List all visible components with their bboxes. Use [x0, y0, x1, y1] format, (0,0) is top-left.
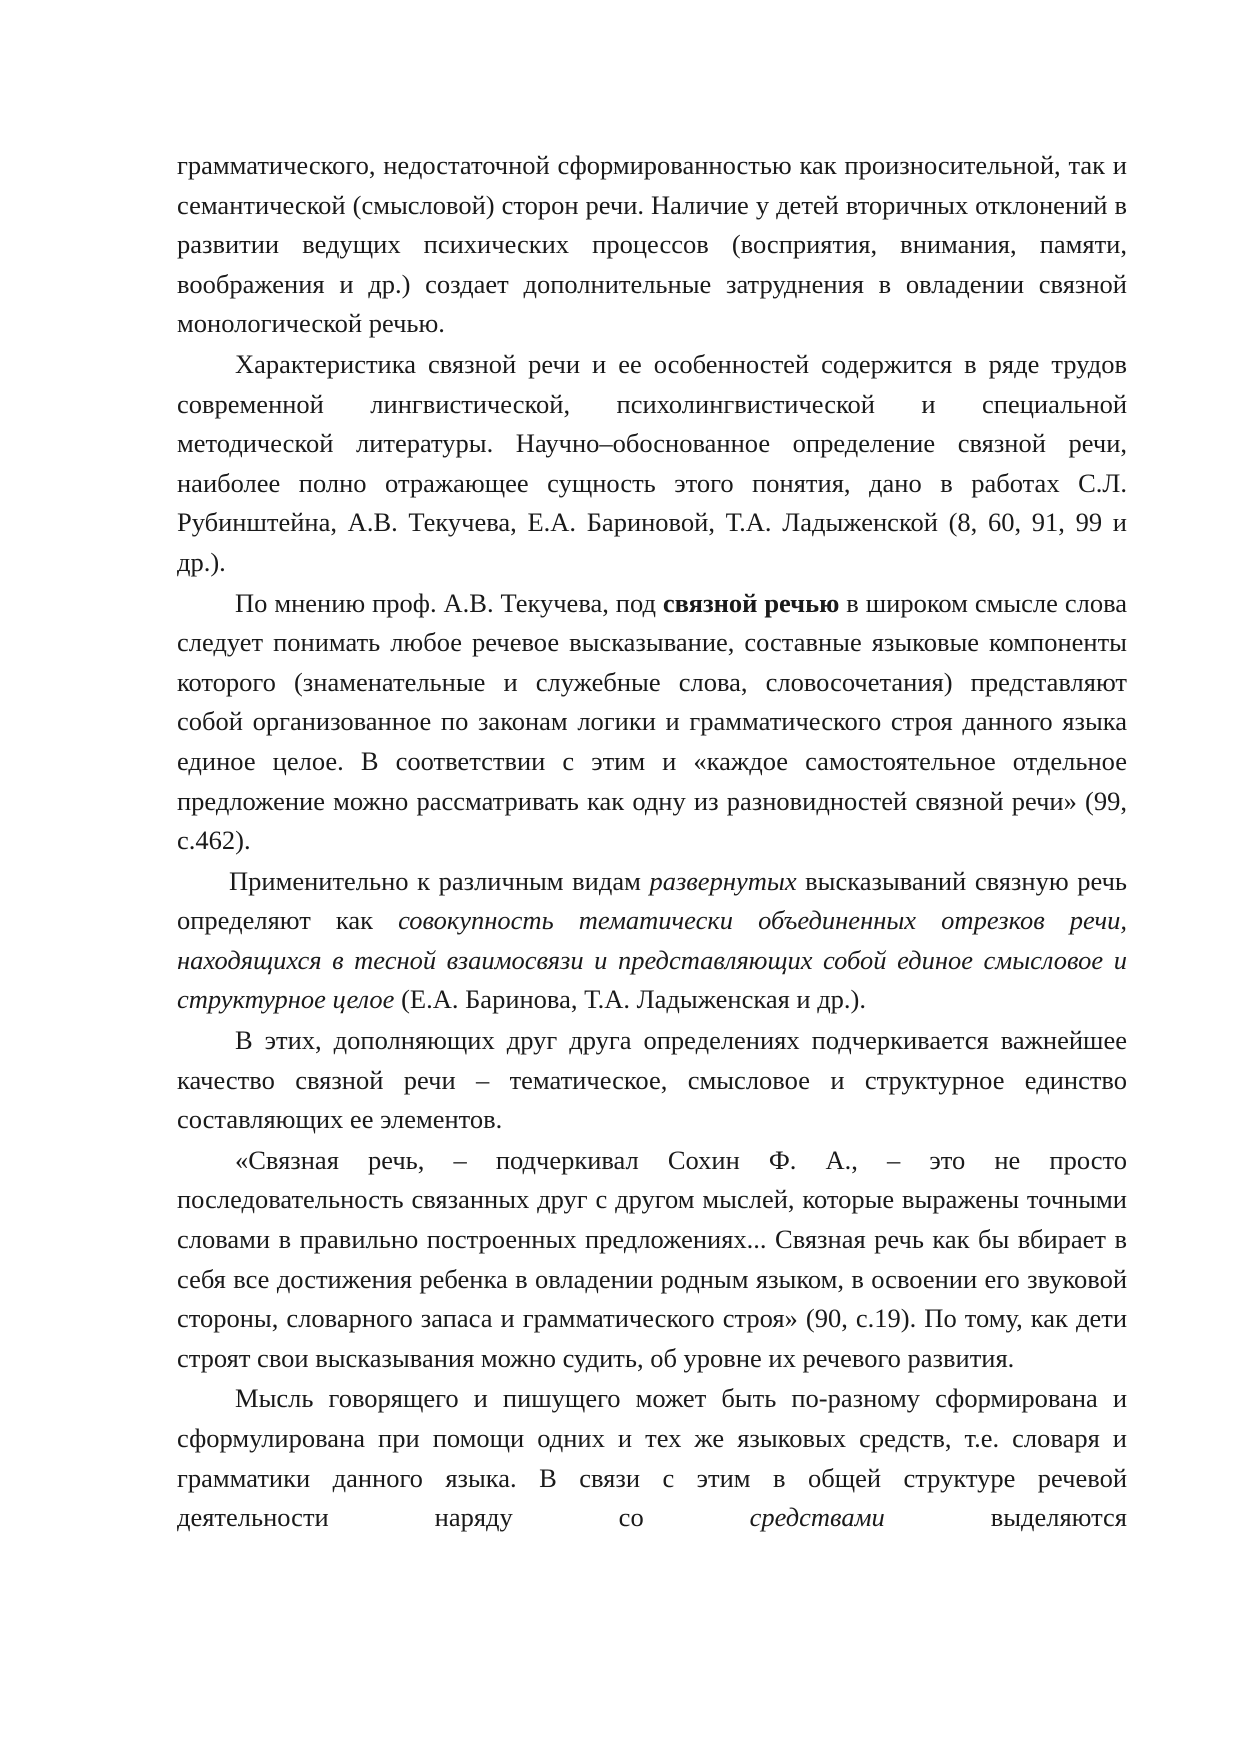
paragraph-5: [177, 1021, 1127, 1140]
paragraph-4-text-3: (Е.А. Баринова, Т.А. Ладыженская и др.).: [394, 984, 867, 1015]
paragraph-6: [177, 1141, 1127, 1379]
document-page: [177, 146, 1127, 1538]
paragraph-4-italic-2: совокупность тематически объединенных отрезков речи, находящихся в тесной взаимосвязи и представляющих собой единое смысловое и структурное целое: [177, 905, 1127, 1015]
paragraph-4-text-1: Применительно к различным видам: [229, 865, 650, 896]
paragraph-7-italic: средствами: [749, 1502, 885, 1533]
paragraph-4-text-2: высказываний связную речь определяют как: [177, 865, 1127, 936]
paragraph-3: [177, 584, 1127, 861]
paragraph-7-text-1: Мысль говорящего и пишущего может быть по-разному сформирована и сформулирована при помощи одних и тех же языковых средств, т.е. словаря и грамматики данного языка. В связи с этим в общей структуре речевой деятельности наряду со: [177, 1383, 1127, 1533]
paragraph-4-italic-1: развернутых: [649, 865, 797, 896]
paragraph-3-bold-term: связной речью: [662, 587, 840, 618]
paragraph-2-text: Характеристика связной речи и ее особенностей содержится в ряде трудов современной лингвистической, психолингвистической и специальной методической литературы. Научно–обоснованное определение связной речи, наиболее полно отражающее сущность этого понятия, дано в работах С.Л. Рубинштейна, А.В. Текучева, Е.А. Бариновой, Т.А. Ладыженской (8, 60, 91, 99 и др.).: [177, 348, 1127, 577]
paragraph-4: [177, 862, 1127, 1020]
paragraph-1: [177, 146, 1127, 344]
paragraph-7-text-2: выделяются: [884, 1502, 1127, 1533]
paragraph-2: [177, 345, 1127, 583]
paragraph-5-text: В этих, дополняющих друг друга определениях подчеркивается важнейшее качество связной речи – тематическое, смысловое и структурное единство составляющих ее элементов.: [177, 1025, 1127, 1135]
paragraph-1-text: грамматического, недостаточной сформированностью как произносительной, так и семантической (смысловой) сторон речи. Наличие у детей вторичных отклонений в развитии ведущих психических процессов (восприятия, внимания, памяти, воображения и др.) создает дополнительные затруднения в овладении связной монологической речью.: [177, 150, 1127, 339]
paragraph-6-text: «Связная речь, – подчеркивал Сохин Ф. А., – это не просто последовательность связанных друг с другом мыслей, которые выражены точными словами в правильно построенных предложениях... Связная речь как бы вбирает в себя все достижения ребенка в овладении родным языком, в освоении его звуковой стороны, словарного запаса и грамматического строя» (90, с.19). По тому, как дети строят свои высказывания можно судить, об уровне их речевого развития.: [177, 1144, 1127, 1373]
paragraph-3-text-after: в широком смысле слова следует понимать любое речевое высказывание, составные языковые компоненты которого (знаменательные и служебные слова, словосочетания) представляют собой организованное по законам логики и грамматического строя данного языка единое целое. В соответствии с этим и «каждое самостоятельное отдельное предложение можно рассматривать как одну из разновидностей связной речи» (99, с.462).: [177, 587, 1127, 856]
paragraph-7: [177, 1379, 1127, 1537]
paragraph-3-text-before: По мнению проф. А.В. Текучева, под: [235, 587, 663, 618]
